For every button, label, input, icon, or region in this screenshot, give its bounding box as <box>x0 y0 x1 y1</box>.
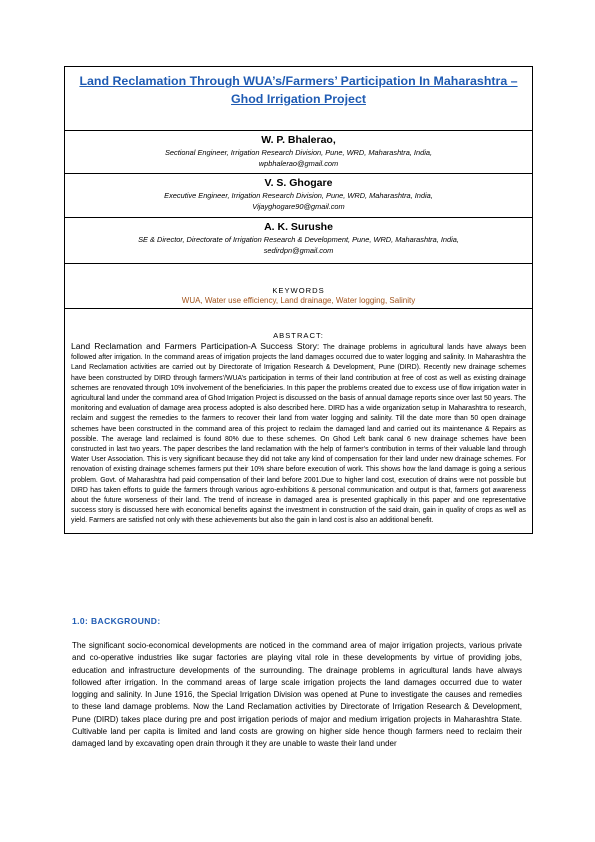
abstract-lead: Land Reclamation and Farmers Participation-A Success Story: <box>71 341 320 351</box>
abstract-cell <box>65 309 532 533</box>
paper-header-table <box>64 66 533 534</box>
author-affiliation: SE & Director, Directorate of Irrigation Research & Development, Pune, WRD, Maharashtra, India, <box>138 235 459 244</box>
author-email: sedirdpn@gmail.com <box>263 246 334 255</box>
author-affiliation: Executive Engineer, Irrigation Research Division, Pune, WRD, Maharashtra, India, <box>164 191 433 200</box>
author-email: Vijayghogare90@gmail.com <box>252 202 345 211</box>
author-name: V. S. Ghogare <box>264 177 333 189</box>
abstract-heading: ABSTRACT: <box>273 331 324 340</box>
keywords-cell <box>65 264 532 309</box>
author-name: W. P. Bhalerao, <box>261 134 336 146</box>
abstract-text: The drainage problems in agricultural lands have always been followed after irrigation. In the command areas of irrigation projects the land damages occurred due to water logging and salinity. In Maharashtra the Land Reclamation activities are carried out by Directorate of Irrigation Research & Development, Pune (DIRD). Recently new drainage schemes have been constructed by DIRD through farmers’/WUA’s participation in terms of their land contribution at free of cost as well as existing drainage schemes are renovated through 10% involvement of the beneficiaries. In this paper the problems created due to excess use of flow irrigation water in agricultural land under the command area of Ghod Irrigation Project is discussed on the basis of annual damage reports since over last 50 years. The monitoring and evaluation of damage area process adopted is also described here. DIRD has a wide organization setup in Maharashtra to research, reclaim and suggest the remedies to the farmers to recover their land from water logging and salinity. Till the date more than 50 open drainage schemes have been constructed in the command area of this project to reclaim the damaged land and carried out its maintenance & Repairs as possible. The average land reclaimed is found 80% due to these schemes. On Ghod Left bank canal 6 new drainage schemes have been constructed in last two years. The paper describes the land reclamation with the help of farmer’s contribution in terms of their valuable land through Water User Association. This is very significant because they did not take any kind of compensation for their land under new drainage schemes. For renovation of existing drainage schemes farmers put their 10% share before execution of work. This shows how the land damage is going a serious problem. Govt. of Maharashtra had paid compensation of their land before 2001.Due to higher land cost, execution of drains were not possible but DIRD has taken efforts to guide the farmers through various agro-exhibitions & personal communication and output is that, farmers got awareness about the future worseness of their land. The trend of increase in damaged area is presented graphically in this paper and one representative success story is discussed here with economical benefits against the investment in construction of the said drain, gain in quality of crops as well as yield. Farmers are satisfied not only with these achievements but also the gain in land cost is also an additional benefit. <box>71 344 526 525</box>
author-block <box>65 131 532 174</box>
section-heading-background: 1.0: BACKGROUND: <box>72 616 161 626</box>
keywords-text: WUA, Water use efficiency, Land drainage, Water logging, Salinity <box>181 296 416 305</box>
author-block <box>65 174 532 218</box>
background-paragraph: The significant socio-economical developments are noticed in the command area of major irrigation projects, various private and co-operative industries like sugar factories are playing vital role in these developments by virtue of providing jobs, education and infrastructure developments of the surrounding. The drainage problems in agricultural lands have always followed after irrigation. In the command areas of large scale irrigation projects the land damages occurred due to water logging and salinity. In June 1916, the Special Irrigation Division was opened at Pune to investigate the causes and remedies to these land damage problems. Now the Land Reclamation activities by Directorate of Irrigation Research & Development, Pune (DIRD) takes place during pre and post irrigation periods of major and medium irrigation projects in Maharashtra State. Cultivable land per capita is limited and land costs are growing on higher side hence though farmers need to reclaim their damaged land by excavating open drain through it they are unable to waste their land under <box>72 641 522 749</box>
author-affiliation: Sectional Engineer, Irrigation Research Division, Pune, WRD, Maharashtra, India, <box>164 148 432 157</box>
paper-title: Land Reclamation Through WUA’s/Farmers’ Participation In Maharashtra –Ghod Irrigation Project <box>79 74 518 106</box>
author-email: wpbhalerao@gmail.com <box>258 159 339 168</box>
keywords-heading: KEYWORDS <box>272 286 325 295</box>
author-block <box>65 218 532 264</box>
abstract-body <box>71 341 526 527</box>
author-name: A. K. Surushe <box>264 221 333 233</box>
title-cell <box>65 67 532 131</box>
